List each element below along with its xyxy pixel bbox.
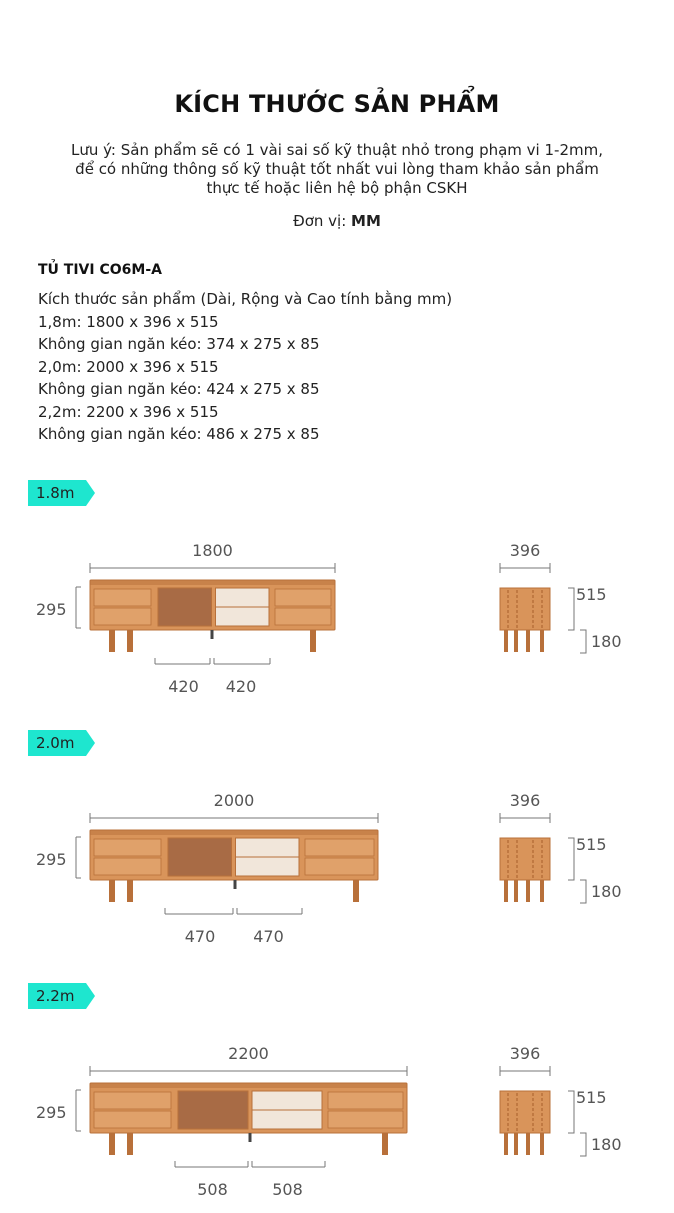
drawer xyxy=(94,1092,171,1109)
cabinet-left-label: 508 xyxy=(197,1180,228,1199)
furniture-drawing xyxy=(0,983,674,1213)
spec-line: 1,8m: 1800 x 396 x 515 xyxy=(38,312,219,331)
size-section-1 xyxy=(0,480,674,710)
drawer xyxy=(94,839,161,856)
drawer xyxy=(275,608,331,625)
side-leg xyxy=(514,630,518,652)
leg-height-label: 180 xyxy=(591,1135,622,1154)
leg-height-bracket xyxy=(580,1133,586,1156)
drawer xyxy=(305,858,374,875)
unit-line xyxy=(0,212,674,230)
drawer xyxy=(328,1092,403,1109)
drawer xyxy=(275,589,331,606)
side-view-body xyxy=(500,838,550,880)
side-view-body xyxy=(500,1091,550,1133)
side-leg xyxy=(504,630,508,652)
total-height-bracket xyxy=(568,1091,574,1133)
product-specs xyxy=(38,288,452,446)
leg-height-bracket xyxy=(580,630,586,653)
spec-line: Không gian ngăn kéo: 424 x 275 x 85 xyxy=(38,380,320,398)
spec-line: Kích thước sản phẩm (Dài, Rộng và Cao tính bằng mm) xyxy=(38,290,453,308)
product-name: TỦ TIVI CO6M-A xyxy=(38,262,162,278)
total-height-bracket xyxy=(568,838,574,880)
depth-label: 396 xyxy=(509,1044,541,1063)
cabinet-left-label: 470 xyxy=(184,927,216,946)
tolerance-note xyxy=(40,141,634,198)
unit-label: Đơn vị: xyxy=(293,212,347,230)
cabinet-right-label: 508 xyxy=(272,1180,303,1199)
height-label: 295 xyxy=(36,850,67,869)
width-label: 1800 xyxy=(192,541,233,560)
page-title: KÍCH THƯỚC SẢN PHẨM xyxy=(174,90,500,118)
cabinet-leg xyxy=(382,1133,388,1155)
cabinet-right-label: 470 xyxy=(253,927,284,946)
side-leg xyxy=(514,880,518,902)
center-support xyxy=(234,880,237,889)
spec-line: Không gian ngăn kéo: 486 x 275 x 85 xyxy=(38,425,320,443)
depth-label: 396 xyxy=(509,791,541,810)
note-line: thực tế hoặc liên hệ bộ phận CSKH xyxy=(206,179,468,197)
side-view-body xyxy=(500,588,550,630)
drawer xyxy=(94,608,151,625)
side-leg xyxy=(540,1133,544,1155)
center-support xyxy=(211,630,214,639)
total-height-label: 515 xyxy=(576,835,607,854)
height-label: 295 xyxy=(36,600,67,619)
side-leg xyxy=(526,880,530,902)
glass-door xyxy=(178,1091,248,1129)
cabinet-left-label: 420 xyxy=(168,677,199,696)
cabinet-leg xyxy=(109,1133,115,1155)
total-height-label: 515 xyxy=(576,1088,607,1107)
side-leg xyxy=(504,1133,508,1155)
cabinet-leg xyxy=(353,880,359,902)
cabinet-leg xyxy=(310,630,316,652)
drawer xyxy=(94,858,161,875)
total-height-bracket xyxy=(568,588,574,630)
leg-height-label: 180 xyxy=(591,882,622,901)
spec-line: 2,0m: 2000 x 396 x 515 xyxy=(38,357,219,376)
cabinet-leg xyxy=(109,630,115,652)
side-leg xyxy=(540,630,544,652)
note-line: Lưu ý: Sản phẩm sẽ có 1 vài sai số kỹ thuật nhỏ trong phạm vi 1-2mm, xyxy=(71,141,603,159)
side-leg xyxy=(526,630,530,652)
side-leg xyxy=(504,880,508,902)
note-line: để có những thông số kỹ thuật tốt nhất vui lòng tham khảo sản phẩm xyxy=(75,160,599,178)
center-support xyxy=(249,1133,252,1142)
cabinet-leg xyxy=(127,1133,133,1155)
furniture-drawing xyxy=(0,480,674,710)
size-section-3 xyxy=(0,983,674,1213)
cabinet-right-label: 420 xyxy=(225,677,257,696)
spec-line: Không gian ngăn kéo: 374 x 275 x 85 xyxy=(38,335,320,353)
glass-door xyxy=(158,588,212,626)
spec-line: 2,2m: 2200 x 396 x 515 xyxy=(38,402,219,421)
unit-value: MM xyxy=(351,212,381,230)
side-leg xyxy=(526,1133,530,1155)
side-leg xyxy=(540,880,544,902)
height-label: 295 xyxy=(36,1103,67,1122)
glass-door xyxy=(168,838,232,876)
leg-height-bracket xyxy=(580,880,586,903)
size-tag-label: 1.8m xyxy=(36,484,75,502)
total-height-label: 515 xyxy=(576,585,607,604)
size-section-2 xyxy=(0,730,674,960)
size-tag-label: 2.2m xyxy=(36,987,75,1005)
drawer xyxy=(305,839,374,856)
drawer xyxy=(328,1111,403,1128)
width-label: 2200 xyxy=(228,1044,269,1063)
side-leg xyxy=(514,1133,518,1155)
furniture-drawing xyxy=(0,730,674,960)
drawer xyxy=(94,1111,171,1128)
cabinet-leg xyxy=(127,630,133,652)
size-tag-label: 2.0m xyxy=(36,734,75,752)
leg-height-label: 180 xyxy=(591,632,622,651)
width-label: 2000 xyxy=(213,791,255,810)
drawer xyxy=(94,589,151,606)
depth-label: 396 xyxy=(509,541,541,560)
cabinet-leg xyxy=(109,880,115,902)
cabinet-leg xyxy=(127,880,133,902)
